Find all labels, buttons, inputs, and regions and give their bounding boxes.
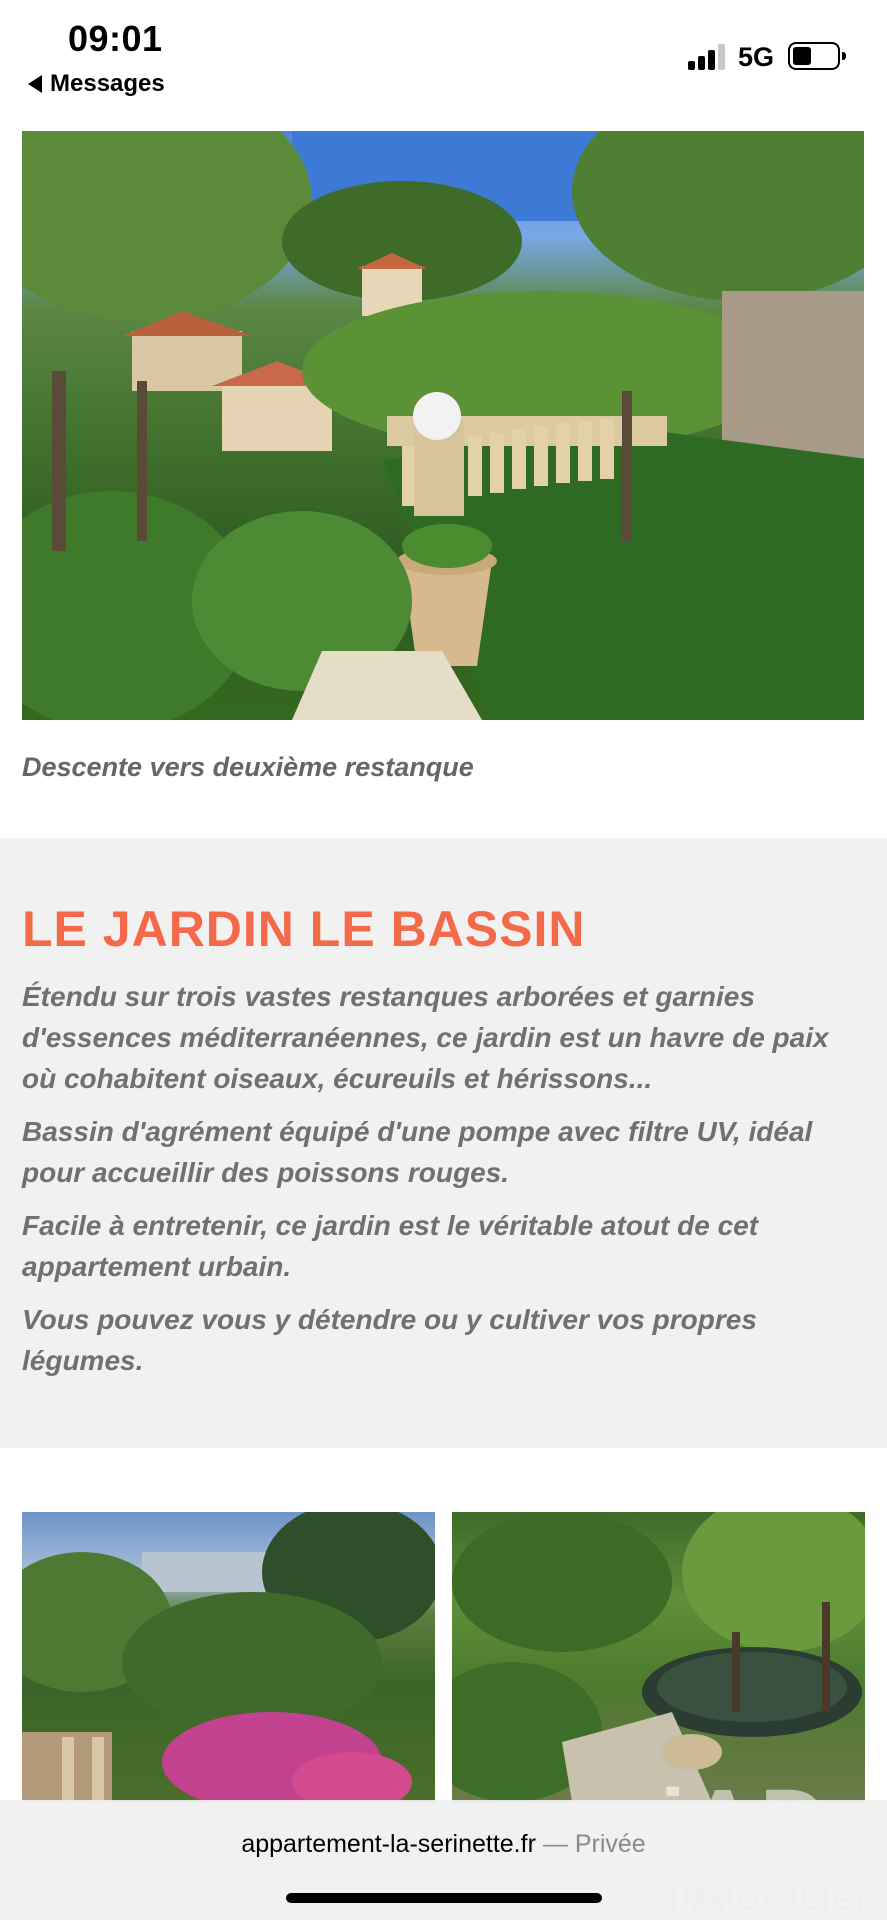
section-paragraph: Étendu sur trois vastes restanques arborées et garnies d'essences méditerranéennes, ce jardin est un havre de paix où cohabitent oiseaux, écureuils et hérissons... (22, 981, 829, 1094)
status-time: 09:01 (68, 18, 163, 59)
browser-url-bar[interactable] (0, 1800, 887, 1920)
network-type: 5G (738, 42, 775, 72)
photo-caption: Descente vers deuxième restanque (22, 752, 474, 782)
section-paragraph: Vous pouvez vous y détendre ou y cultiver vos propres légumes. (22, 1304, 757, 1376)
cellular-signal-icon (688, 44, 728, 70)
back-to-messages-link[interactable] (28, 70, 165, 98)
garden-section (0, 838, 887, 1448)
garden-photo-terrace[interactable] (22, 131, 864, 720)
url-separator: — (535, 1830, 575, 1858)
status-bar (0, 0, 887, 120)
section-title: LE JARDIN LE BASSIN (22, 901, 586, 957)
garden-pond-illustration (452, 1512, 865, 1802)
garden-photo-view[interactable] (22, 1512, 435, 1802)
back-arrow-icon (28, 75, 42, 93)
section-body (22, 976, 867, 1393)
url-display[interactable] (0, 1830, 887, 1859)
url-domain: appartement-la-serinette.fr (241, 1830, 536, 1858)
section-paragraph: Facile à entretenir, ce jardin est le véritable atout de cet appartement urbain. (22, 1210, 759, 1282)
home-indicator[interactable] (286, 1893, 602, 1903)
battery-icon (788, 42, 840, 70)
garden-photo-illustration (22, 131, 864, 720)
garden-photo-pond[interactable] (452, 1512, 865, 1802)
garden-view-illustration (22, 1512, 435, 1802)
battery-fill (793, 47, 811, 65)
section-paragraph: Bassin d'agrément équipé d'une pompe avec filtre UV, idéal pour accueillir des poissons rouges. (22, 1116, 813, 1188)
back-label: Messages (50, 70, 165, 97)
private-mode-label: Privée (574, 1830, 646, 1858)
